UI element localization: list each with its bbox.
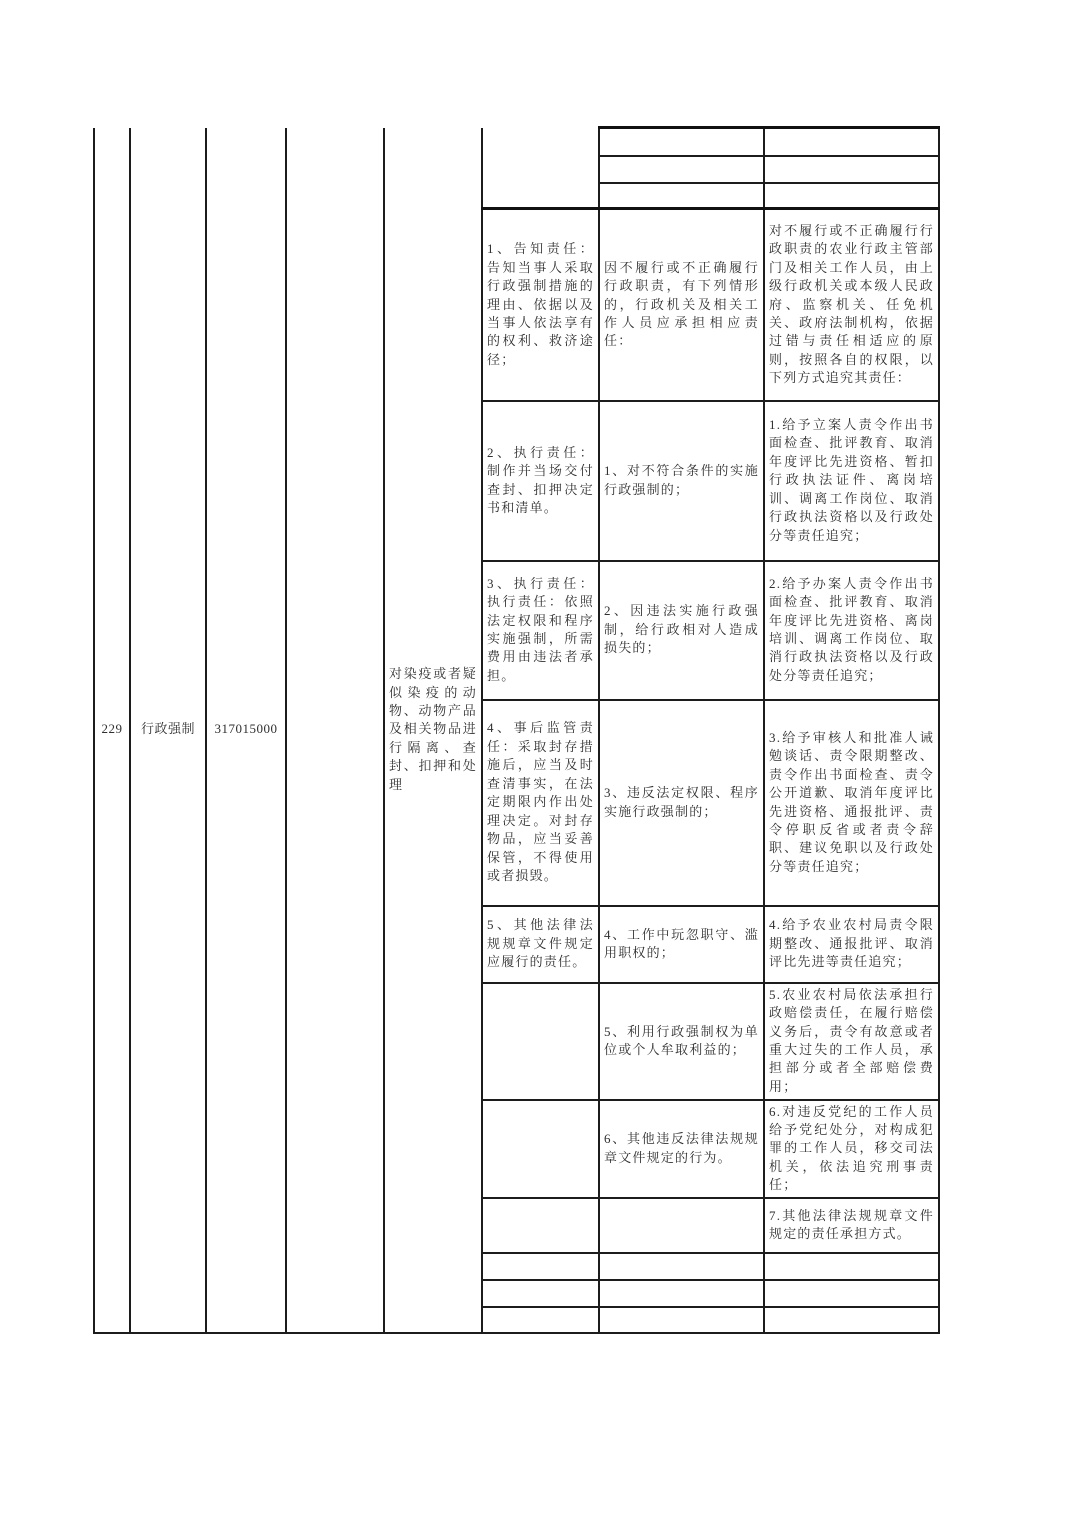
cell-power-name: 对染疫或者疑似染疫的动物、动物产品及相关物品进行隔离、查封、扣押和处理	[384, 128, 482, 1333]
cell-liability-situation: 3、违反法定权限、程序实施行政强制的；	[599, 700, 764, 906]
cell-liability-method-spacer	[764, 128, 939, 156]
cell-duty	[482, 1280, 599, 1307]
cell-liability-situation	[599, 1280, 764, 1307]
cell-duty: 3、执行责任：执行责任：依照法定权限和程序实施强制，所需费用由违法者承担。	[482, 561, 599, 700]
cell-duty: 2、执行责任：制作并当场交付查封、扣押决定书和清单。	[482, 401, 599, 561]
cell-power-code: 317015000	[206, 128, 286, 1333]
cell-liability-situation-spacer	[599, 183, 764, 209]
cell-serial-number: 229	[94, 128, 130, 1333]
cell-liability-method	[764, 1307, 939, 1333]
cell-blank-column	[286, 128, 384, 1333]
cell-liability-situation	[599, 1307, 764, 1333]
cell-duty: 5、其他法律法规规章文件规定应履行的责任。	[482, 906, 599, 983]
cell-liability-situation: 因不履行或不正确履行行政职责，有下列情形的，行政机关及相关工作人员应承担相应责任：	[599, 209, 764, 401]
cell-power-type: 行政强制	[130, 128, 206, 1333]
cell-liability-situation-spacer	[599, 156, 764, 183]
cell-liability-method: 对不履行或不正确履行行政职责的农业行政主管部门及相关工作人员，由上级行政机关或本级人民政府、监察机关、任免机关、政府法制机构，依据过错与责任相适应的原则，按照各自的权限，以下列方式追究其责任：	[764, 209, 939, 401]
cell-duty	[482, 1307, 599, 1333]
cell-liability-situation: 1、对不符合条件的实施行政强制的；	[599, 401, 764, 561]
cell-liability-situation	[599, 1253, 764, 1280]
cell-liability-method: 7.其他法律法规规章文件规定的责任承担方式。	[764, 1198, 939, 1253]
cell-liability-method: 3.给予审核人和批准人诫勉谈话、责令限期整改、责令作出书面检查、责令公开道歉、取消年度评比先进资格、通报批评、责令停职反省或者责令辞职、建议免职以及行政处分等责任追究；	[764, 700, 939, 906]
cell-liability-method	[764, 1280, 939, 1307]
cell-duty	[482, 1253, 599, 1280]
cell-liability-method-spacer	[764, 183, 939, 209]
cell-liability-method: 2.给予办案人责令作出书面检查、批评教育、取消年度评比先进资格、离岗培训、调离工作岗位、取消行政执法资格以及行政处分等责任追究；	[764, 561, 939, 700]
cell-duty: 1、告知责任：告知当事人采取行政强制措施的理由、依据以及当事人依法享有的权利、救济途径；	[482, 209, 599, 401]
cell-duty: 4、事后监管责任：采取封存措施后，应当及时查清事实，在法定期限内作出处理决定。对封存物品，应当妥善保管，不得使用或者损毁。	[482, 700, 599, 906]
power-duty-table	[93, 126, 940, 1334]
cell-liability-situation	[599, 1198, 764, 1253]
cell-liability-method-spacer	[764, 156, 939, 183]
cell-liability-situation: 4、工作中玩忽职守、滥用职权的；	[599, 906, 764, 983]
cell-liability-situation: 2、因违法实施行政强制，给行政相对人造成损失的；	[599, 561, 764, 700]
cell-duty	[482, 983, 599, 1100]
document-page	[93, 126, 940, 1334]
cell-duty	[482, 1198, 599, 1253]
cell-liability-method: 5.农业农村局依法承担行政赔偿责任，在履行赔偿义务后，责令有故意或者重大过失的工作人员，承担部分或者全部赔偿费用；	[764, 983, 939, 1100]
cell-duty-spacer	[482, 128, 599, 209]
cell-liability-method: 1.给予立案人责令作出书面检查、批评教育、取消年度评比先进资格、暂扣行政执法证件、离岗培训、调离工作岗位、取消行政执法资格以及行政处分等责任追究；	[764, 401, 939, 561]
cell-liability-situation-spacer	[599, 128, 764, 156]
cell-liability-method: 4.给予农业农村局责令限期整改、通报批评、取消评比先进等责任追究；	[764, 906, 939, 983]
cell-liability-method: 6.对违反党纪的工作人员给予党纪处分，对构成犯罪的工作人员，移交司法机关，依法追究刑事责任；	[764, 1100, 939, 1198]
cell-liability-situation: 5、利用行政强制权为单位或个人牟取利益的；	[599, 983, 764, 1100]
cell-liability-situation: 6、其他违反法律法规规章文件规定的行为。	[599, 1100, 764, 1198]
cell-liability-method	[764, 1253, 939, 1280]
cell-duty	[482, 1100, 599, 1198]
